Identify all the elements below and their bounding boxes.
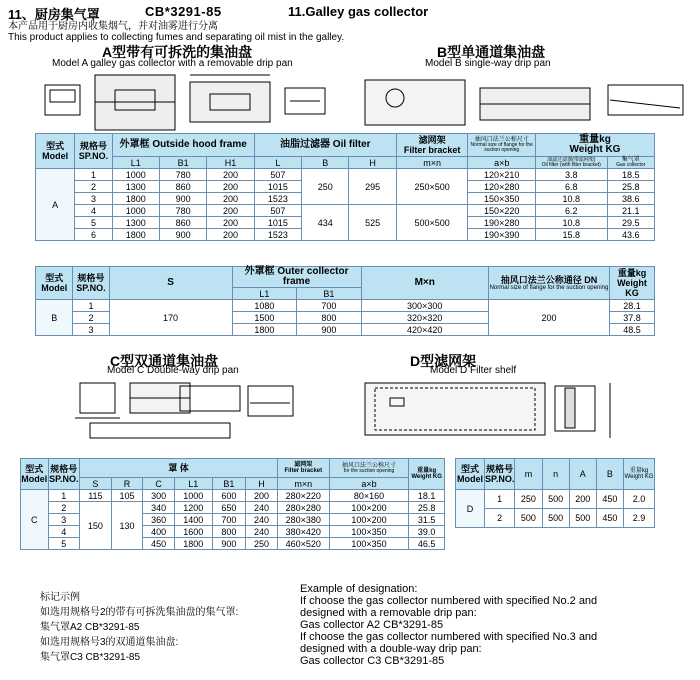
model-c-title-en: Model C Double-way drip pan [107, 365, 239, 376]
title-cn: 11、厨房集气罩 [8, 7, 100, 22]
table-model-c: 型式 Model 规格号 SP.NO. 罩 体 滤网架 Filter bracket 抽风口法兰公称尺寸 for the suction opening 重量kg Weight KG S R C L1 B1 H m×n a×b C 1 115 105 300 1000 600 200 280×220 80×160 18.1 2 150 130 340 1200 650 240 280×280 100×200 25.8 3 360 1400 700 240 280×380 100×200 31.5 4 400 1600 800 240 380×420 100×350 39.0 5 450 1800 900 250 460×520 100×350 46.5 [20, 458, 445, 550]
model-b-title-cn: B型单通道集油盘 [437, 44, 546, 60]
standard-code: CB*3291-85 [145, 4, 222, 19]
example-cn: 标记示例 如选用规格号2的带有可拆洗集油盘的集气罩: 集气罩A2 CB*3291-85 如选用规格号3的双通道集油盘: 集气罩C3 CB*3291-85 [40, 592, 239, 663]
model-a-title-en: Model A galley gas collector with a removable drip pan [52, 58, 293, 69]
model-a-drawing [40, 70, 330, 132]
desc-en: This product applies to collecting fumes and separating oil mist in the galley. [8, 32, 345, 43]
model-d-title-en: Model D Filter shelf [430, 365, 517, 376]
model-b-title-en: Model B single-way drip pan [425, 58, 551, 69]
table-model-b: 型式 Model 规格号 SP.NO. S 外罩框 Outer collector frame M×n 抽风口法兰公称通径 DN Normal size of flange for the suction opening 重量kg Weight KG L1 B1 B 1 170 1080 700 300×300 200 28.1 2 1500 800 320×320 37.8 3 1800 900 420×420 48.5 [35, 266, 655, 336]
model-d-drawing [360, 378, 670, 443]
title-en: 11.Galley gas collector [288, 4, 429, 19]
table-model-a: 型式 Model 规格号 SP.NO. 外罩框 Outside hood frame 油脂过滤器 Oil filter 滤网架 Filter bracket 抽风口法兰公称尺寸 Normal size of flange for the suction opening 重量kg Weight KG L1 B1 H1 L B H m×n a×b 油滤过滤器(带滤网架) Oil filter (with filter bracket) 集气罩 Gas collector A 1 1000 780 200 507 250 295 250×500 120×210 3.8 18.5 2 1300 860 200 1015 120×280 6.8 25.8 3 1800 900 200 1523 150×350 10.8 38.6 4 1000 780 200 507 434 525 500×500 150×220 6.2 21.1 5 1300 860 200 1015 190×280 10.8 29.5 6 1800 900 200 1523 190×390 15.8 43.6 [35, 133, 655, 241]
model-d-title-cn: D型滤网架 [410, 353, 477, 369]
model-c-drawing [60, 378, 300, 443]
example-en: Example of designation: If choose the gas collector numbered with specified No.2 and designed with a removable drip pan: Gas collector A2 CB*3291-85 If choose the gas collector numbered with specified No.3 and designed with a double-way drip pan: Gas collector C3 CB*3291-85 [300, 583, 598, 667]
model-a-title-cn: A型带有可拆洗的集油盘 [102, 44, 253, 60]
desc-cn: 本产品用于厨房内收集烟气，并对油雾进行分离 [8, 21, 218, 32]
model-c-title-cn: C型双通道集油盘 [110, 353, 219, 369]
table-model-d: 型式 Model 规格号 SP.NO. m n A B 重量kg Weight KG D 1 250 500 200 450 2.0 2 500 500 500 450 2.9 [455, 458, 655, 528]
model-b-drawing [360, 70, 690, 132]
